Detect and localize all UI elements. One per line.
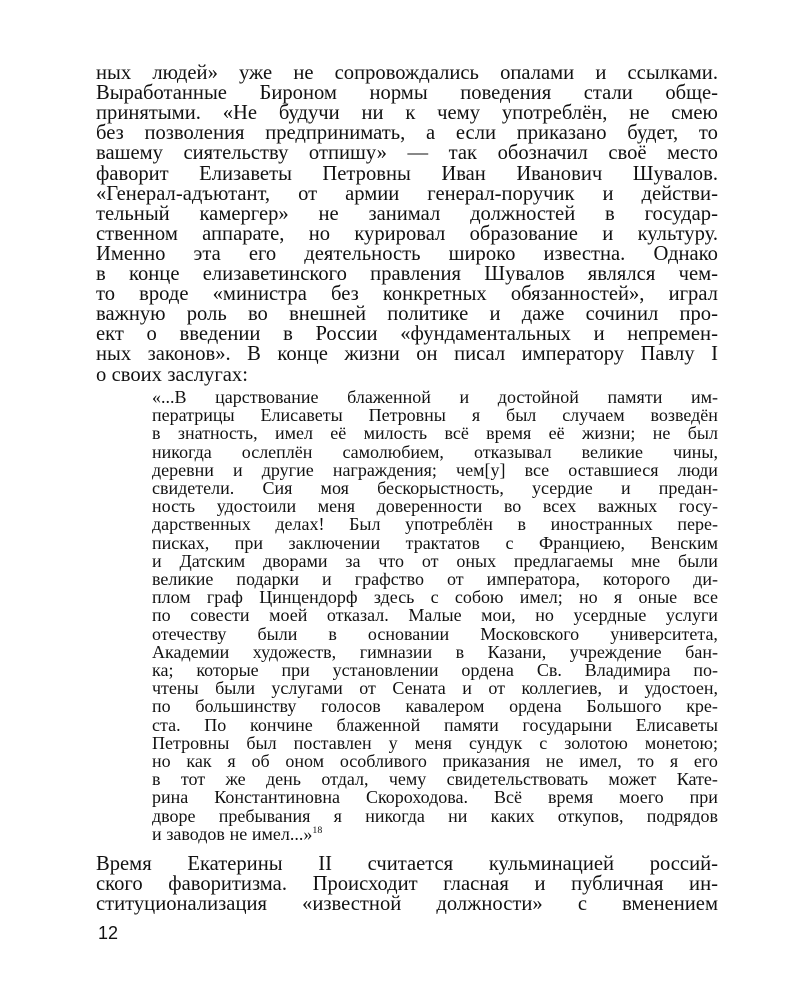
quote-line: деревни и другие награждения; чем[у] все оставшиеся люди	[152, 459, 718, 480]
quote-line: но как я об оном особливого приказания не имел, то я его	[152, 751, 718, 771]
quote-line: «...В царствование блаженной и достойной памяти им-	[152, 387, 718, 407]
paragraph2-line: ского фаворитизма. Происходит гласная и публичная ин-	[96, 873, 718, 896]
quote-line: отечеству были в основании Московского университета,	[152, 623, 718, 644]
paragraph1-line: тельный камергер» не занимал должностей в государ-	[96, 202, 718, 225]
paragraph1-line: ственном аппарате, но курировал образование и культуру.	[96, 222, 718, 245]
quote-line: по большинству голосов кавалером ордена Большого кре-	[152, 696, 718, 717]
quote-line: по совести моей отказал. Малые мои, но усердные услуги	[152, 605, 718, 626]
paragraph1-line: вашему сиятельству отпишу» — так обозначил своё место	[96, 142, 718, 165]
footnote-marker: 18	[312, 824, 323, 836]
page-number: 12	[98, 923, 119, 943]
paragraph1-line: важную роль во внешней политике и даже сочинил про-	[96, 303, 718, 326]
quote-line: дворе пребывания я никогда ни каких откупов, подрядов	[152, 805, 718, 826]
quote-line: плом граф Цинцендорф здесь с собою имел; но я оные все	[152, 587, 718, 608]
paragraph1-line: то вроде «министра без конкретных обязанностей», играл	[96, 283, 718, 306]
paragraph1-line: Именно эта его деятельность широко известна. Однако	[96, 242, 718, 265]
quote-line: Академии художеств, гимназии в Казани, учреждение бан-	[152, 641, 718, 662]
quote-line: в тот же день отдал, чему свидетельствовать может Кате-	[152, 769, 718, 790]
paragraph2-line: Время Екатерины II считается кульминацией россий-	[96, 853, 718, 875]
paragraph1-line: без позволения предпринимать, а если приказано будет, то	[96, 122, 718, 145]
paragraph2-line: ституционализация «известной должности» с вменением	[96, 893, 718, 916]
quote-line: в знатность, имел её милость всё время её жизни; не был	[152, 423, 718, 444]
quote-line: свидетели. Сия моя бескорыстность, усердие и предан-	[152, 478, 718, 498]
quote-line: Петровны был поставлен у меня сундук с золотою монетою;	[152, 732, 718, 753]
quote-line: дарственных делах! Был употреблён в иностранных пере-	[152, 514, 718, 535]
quote-line: рина Константиновна Скороходова. Всё время моего при	[152, 787, 718, 808]
quote-line: великие подарки и графство от императора, которого ди-	[152, 569, 718, 589]
quote-line: писках, при заключении трактатов с Франциею, Венским	[152, 532, 718, 553]
quote-line: ста. По кончине блаженной памяти государыни Елисаветы	[152, 714, 718, 735]
paragraph1-line: фаворит Елизаветы Петровны Иван Иванович Шувалов.	[96, 162, 718, 185]
quote-line: и Датским дворами за что от оных предлагаемы мне были	[152, 550, 718, 571]
paragraph1-line: в конце елизаветинского правления Шувалов являлся чем-	[96, 263, 718, 285]
paragraph1-line: «Генерал-адъютант, от армии генерал-поручик и действи-	[96, 182, 718, 205]
quote-line: ность удостоили меня доверенности во всех важных госу-	[152, 496, 718, 517]
quote-line: никогда ослеплён самолюбием, отказывал великие чины,	[152, 441, 718, 462]
paragraph1-line: Выработанные Бироном нормы поведения стали обще-	[96, 82, 718, 105]
quote-line: и заводов не имел...»$^{18}$	[152, 823, 323, 844]
quote-line: ператрицы Елисаветы Петровны я был случаем возведён	[152, 405, 718, 426]
paragraph1-line: ект о введении в России «фундаментальных и непремен-	[96, 323, 718, 346]
quote-line: ка; которые при установлении ордена Св. Владимира по-	[152, 660, 718, 680]
paragraph1-line: о своих заслугах:	[96, 363, 248, 386]
paragraph1-line: ных законов». В конце жизни он писал императору Павлу I	[96, 343, 718, 366]
paragraph1-line: принятыми. «Не будучи ни к чему употреблён, не смею	[96, 102, 718, 125]
paragraph1-line: ных людей» уже не сопровождались опалами и ссылками.	[96, 62, 718, 84]
quote-line: чтены были услугами от Сената и от коллегиев, и удостоен,	[152, 678, 718, 699]
